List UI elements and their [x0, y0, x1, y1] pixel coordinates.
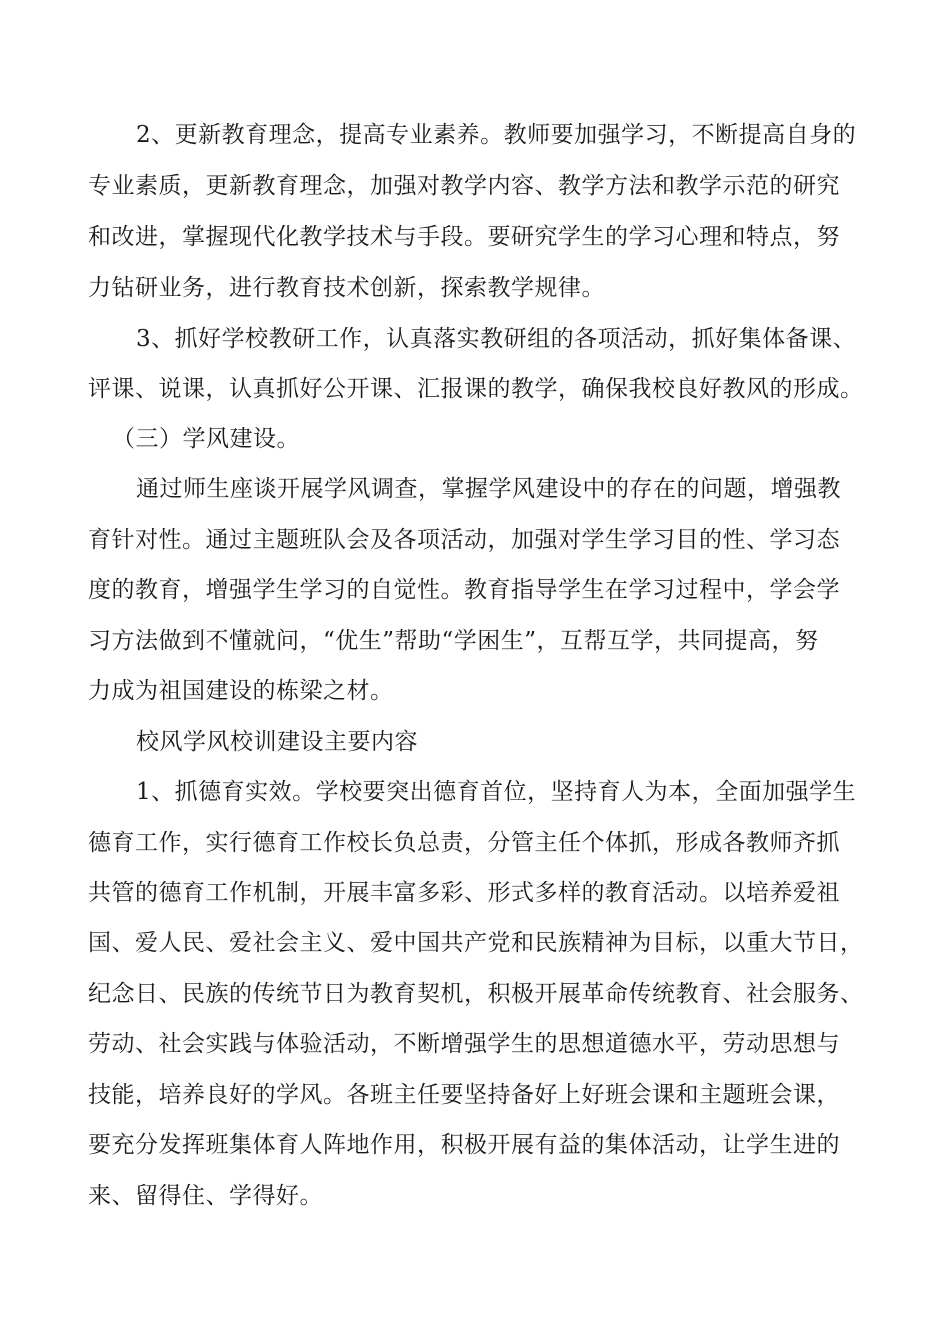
paragraph-line: 2、更新教育理念，提高专业素养。教师要加强学习，不断提高自身的	[136, 122, 857, 148]
paragraph-line: 纪念日、民族的传统节日为教育契机，积极开展革命传统教育、社会服务、	[88, 981, 864, 1007]
paragraph-line: 专业素质，更新教育理念，加强对教学内容、教学方法和教学示范的研究	[88, 173, 840, 199]
paragraph-line: 技能，培养良好的学风。各班主任要坚持备好上好班会课和主题班会课，	[88, 1082, 840, 1108]
paragraph-line: 力钻研业务，进行教育技术创新，探索教学规律。	[88, 275, 605, 301]
paragraph-line: 通过师生座谈开展学风调查，掌握学风建设中的存在的问题，增强教	[136, 476, 841, 502]
paragraph-line: 来、留得住、学得好。	[88, 1183, 323, 1209]
paragraph-line: 力成为祖国建设的栋梁之材。	[88, 678, 394, 704]
paragraph-line: 评课、说课，认真抓好公开课、汇报课的教学，确保我校良好教风的形成。	[88, 376, 864, 402]
section-heading: 校风学风校训建设主要内容	[136, 729, 418, 755]
paragraph-line: 1、抓德育实效。学校要突出德育首位，坚持育人为本，全面加强学生	[136, 779, 857, 805]
paragraph-line: 德育工作，实行德育工作校长负总责，分管主任个体抓，形成各教师齐抓	[88, 830, 840, 856]
paragraph-line: 习方法做到不懂就问，“优生”帮助“学困生”，互帮互学，共同提高，努	[88, 628, 819, 654]
paragraph-line: 和改进，掌握现代化教学技术与手段。要研究学生的学习心理和特点，努	[88, 224, 840, 250]
paragraph-line: 要充分发挥班集体育人阵地作用，积极开展有益的集体活动，让学生进的	[88, 1132, 840, 1158]
section-heading: （三）学风建设。	[112, 426, 300, 452]
paragraph-line: 3、抓好学校教研工作，认真落实教研组的各项活动，抓好集体备课、	[136, 326, 857, 352]
paragraph-line: 度的教育，增强学生学习的自觉性。教育指导学生在学习过程中，学会学	[88, 577, 840, 603]
paragraph-line: 共管的德育工作机制，开展丰富多彩、形式多样的教育活动。以培养爱祖	[88, 880, 840, 906]
paragraph-line: 育针对性。通过主题班队会及各项活动，加强对学生学习目的性、学习态	[88, 527, 840, 553]
paragraph-line: 国、爱人民、爱社会主义、爱中国共产党和民族精神为目标，以重大节日，	[88, 930, 864, 956]
paragraph-line: 劳动、社会实践与体验活动，不断增强学生的思想道德水平，劳动思想与	[88, 1031, 840, 1057]
